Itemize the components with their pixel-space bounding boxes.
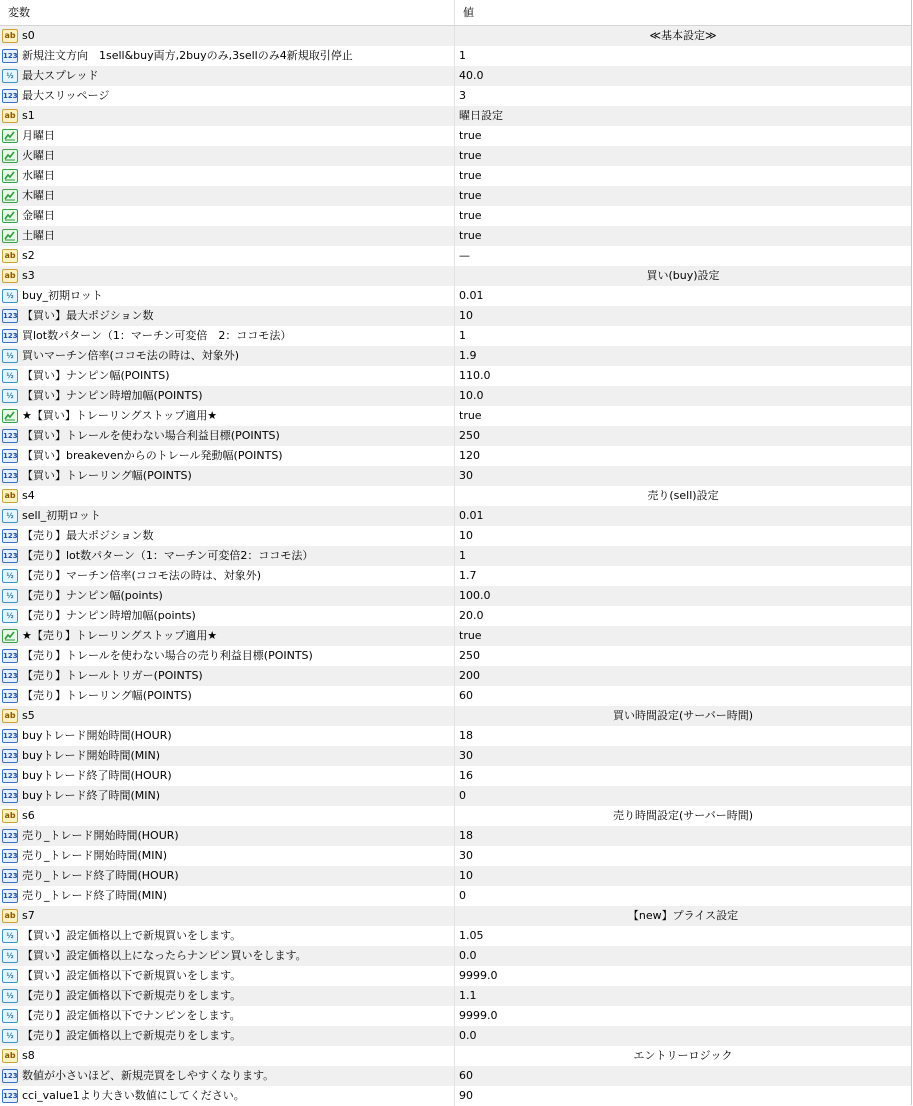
parameter-name-cell xyxy=(0,706,455,726)
parameter-row[interactable] xyxy=(0,626,911,646)
parameter-value[interactable]: 20.0 xyxy=(459,609,484,622)
parameter-name-cell xyxy=(0,286,455,306)
parameter-name-cell xyxy=(0,226,455,246)
parameter-row[interactable] xyxy=(0,206,911,226)
parameter-name: 【買い】トレールを使わない場合利益目標(POINTS) xyxy=(22,429,280,442)
parameter-value[interactable]: 1.05 xyxy=(459,929,484,942)
boolean-type-icon xyxy=(2,129,18,143)
parameter-name-cell xyxy=(0,666,455,686)
boolean-type-icon xyxy=(2,629,18,643)
parameter-name: 【売り】マーチン倍率(ココモ法の時は、対象外) xyxy=(22,569,262,582)
parameter-name: 水曜日 xyxy=(22,169,55,182)
parameter-name: ★【買い】トレーリングストップ適用★ xyxy=(22,409,218,422)
parameter-row[interactable] xyxy=(0,1046,911,1066)
parameter-value[interactable]: true xyxy=(459,169,482,182)
parameter-name-cell xyxy=(0,606,455,626)
parameter-name-cell xyxy=(0,1066,455,1086)
parameter-name: s2 xyxy=(22,249,35,262)
parameter-value[interactable]: true xyxy=(459,149,482,162)
parameter-name-cell xyxy=(0,246,455,266)
parameter-name-cell xyxy=(0,406,455,426)
parameter-name-cell xyxy=(0,906,455,926)
parameter-name: s5 xyxy=(22,709,35,722)
parameter-value[interactable]: 0.01 xyxy=(459,509,484,522)
parameter-row[interactable] xyxy=(0,166,911,186)
parameter-value[interactable]: true xyxy=(459,189,482,202)
parameter-value[interactable]: 100.0 xyxy=(459,589,491,602)
parameter-name-cell xyxy=(0,326,455,346)
parameter-name: buy_初期ロット xyxy=(22,289,103,302)
integer-type-icon: 123 xyxy=(2,789,18,803)
parameter-name: buyトレード終了時間(MIN) xyxy=(22,789,161,802)
parameter-name: 月曜日 xyxy=(22,129,55,142)
parameter-value[interactable]: 3 xyxy=(459,89,466,102)
parameter-name-cell xyxy=(0,486,455,506)
parameter-row[interactable] xyxy=(0,46,911,66)
double-type-icon: ½ xyxy=(2,1009,18,1023)
parameter-name: 買lot数パターン（1：マーチン可変倍 2：ココモ法） xyxy=(22,329,292,342)
parameter-row[interactable] xyxy=(0,506,911,526)
parameter-value[interactable]: 90 xyxy=(459,1089,473,1102)
parameter-row[interactable] xyxy=(0,726,911,746)
parameter-value[interactable]: true xyxy=(459,409,482,422)
parameter-value[interactable]: 買い(buy)設定 xyxy=(646,269,720,282)
parameter-name-cell xyxy=(0,1026,455,1046)
parameter-row[interactable] xyxy=(0,1026,911,1046)
parameter-row[interactable] xyxy=(0,246,911,266)
parameter-row[interactable] xyxy=(0,866,911,886)
integer-type-icon: 123 xyxy=(2,749,18,763)
string-type-icon: ab xyxy=(2,909,18,923)
parameter-rows xyxy=(0,26,911,1106)
integer-type-icon: 123 xyxy=(2,309,18,323)
parameter-value[interactable]: 【new】プライス設定 xyxy=(627,909,739,922)
parameter-name-cell xyxy=(0,966,455,986)
parameter-name-cell xyxy=(0,866,455,886)
parameter-name-cell xyxy=(0,186,455,206)
boolean-type-icon xyxy=(2,229,18,243)
parameter-value[interactable]: 30 xyxy=(459,469,473,482)
parameter-name: 土曜日 xyxy=(22,229,55,242)
parameter-value[interactable]: 10 xyxy=(459,529,473,542)
integer-type-icon: 123 xyxy=(2,469,18,483)
parameter-name: 【買い】ナンピン時増加幅(POINTS) xyxy=(22,389,203,402)
parameter-name-cell xyxy=(0,1046,455,1066)
parameter-name-cell xyxy=(0,86,455,106)
parameter-name: 新規注文方向 1sell&buy両方,2buyのみ,3sellのみ4新規取引停止 xyxy=(22,49,353,62)
parameter-name-cell xyxy=(0,886,455,906)
parameter-value[interactable]: 曜日設定 xyxy=(459,109,503,122)
parameter-row[interactable] xyxy=(0,426,911,446)
double-type-icon: ½ xyxy=(2,509,18,523)
parameter-value[interactable]: — xyxy=(459,249,470,262)
parameter-name: 【売り】ナンピン時増加幅(points) xyxy=(22,609,196,622)
parameter-value[interactable]: 売り(sell)設定 xyxy=(647,489,719,502)
parameter-value[interactable]: 40.0 xyxy=(459,69,484,82)
parameter-row[interactable] xyxy=(0,366,911,386)
double-type-icon: ½ xyxy=(2,949,18,963)
parameter-row[interactable] xyxy=(0,986,911,1006)
parameter-row[interactable] xyxy=(0,286,911,306)
integer-type-icon: 123 xyxy=(2,449,18,463)
parameter-name-cell xyxy=(0,306,455,326)
boolean-type-icon xyxy=(2,169,18,183)
parameter-name: 【売り】トレールトリガー(POINTS) xyxy=(22,669,203,682)
parameter-value[interactable]: ≪基本設定≫ xyxy=(649,29,717,42)
parameter-value[interactable]: 0 xyxy=(459,789,466,802)
parameter-row[interactable] xyxy=(0,546,911,566)
parameter-name: 【買い】最大ポジション数 xyxy=(22,309,154,322)
parameter-value[interactable]: true xyxy=(459,629,482,642)
parameter-name-cell xyxy=(0,586,455,606)
parameter-name-cell xyxy=(0,126,455,146)
parameter-value[interactable]: 1 xyxy=(459,49,466,62)
parameter-name-cell xyxy=(0,826,455,846)
parameter-row[interactable] xyxy=(0,966,911,986)
parameter-row[interactable] xyxy=(0,466,911,486)
parameter-row[interactable] xyxy=(0,266,911,286)
parameter-row[interactable] xyxy=(0,646,911,666)
integer-type-icon: 123 xyxy=(2,549,18,563)
double-type-icon: ½ xyxy=(2,369,18,383)
parameter-name: buyトレード開始時間(MIN) xyxy=(22,749,161,762)
integer-type-icon: 123 xyxy=(2,849,18,863)
integer-type-icon: 123 xyxy=(2,729,18,743)
boolean-type-icon xyxy=(2,189,18,203)
parameter-value[interactable]: 200 xyxy=(459,669,480,682)
parameter-row[interactable] xyxy=(0,26,911,46)
parameter-name-cell xyxy=(0,926,455,946)
parameter-row[interactable] xyxy=(0,1006,911,1026)
parameter-name: 売り_トレード開始時間(MIN) xyxy=(22,849,168,862)
integer-type-icon: 123 xyxy=(2,769,18,783)
parameter-value[interactable]: true xyxy=(459,209,482,222)
parameter-name-cell xyxy=(0,366,455,386)
parameter-value[interactable]: 10 xyxy=(459,309,473,322)
parameter-row[interactable] xyxy=(0,486,911,506)
parameter-row[interactable] xyxy=(0,826,911,846)
parameter-name: 売り_トレード終了時間(MIN) xyxy=(22,889,168,902)
parameter-value[interactable]: 120 xyxy=(459,449,480,462)
parameter-row[interactable] xyxy=(0,946,911,966)
double-type-icon: ½ xyxy=(2,289,18,303)
parameter-value[interactable]: 10 xyxy=(459,869,473,882)
parameter-name: sell_初期ロット xyxy=(22,509,101,522)
parameter-name-cell xyxy=(0,1086,455,1106)
string-type-icon: ab xyxy=(2,809,18,823)
integer-type-icon: 123 xyxy=(2,329,18,343)
integer-type-icon: 123 xyxy=(2,1069,18,1083)
parameter-row[interactable] xyxy=(0,346,911,366)
parameter-value[interactable]: 0.0 xyxy=(459,1029,477,1042)
parameter-row[interactable] xyxy=(0,106,911,126)
double-type-icon: ½ xyxy=(2,969,18,983)
parameter-name: 【売り】トレールを使わない場合の売り利益目標(POINTS) xyxy=(22,649,313,662)
parameter-row[interactable] xyxy=(0,886,911,906)
parameter-name: 最大スプレッド xyxy=(22,69,99,82)
parameter-name: 【売り】ナンピン幅(points) xyxy=(22,589,163,602)
parameter-name: buyトレード終了時間(HOUR) xyxy=(22,769,172,782)
parameter-name-cell xyxy=(0,46,455,66)
parameter-row[interactable] xyxy=(0,806,911,826)
parameter-name: 【売り】設定価格以下でナンピンをします。 xyxy=(22,1009,241,1022)
string-type-icon: ab xyxy=(2,29,18,43)
parameter-row[interactable] xyxy=(0,306,911,326)
parameter-row[interactable] xyxy=(0,226,911,246)
parameter-value[interactable]: 9999.0 xyxy=(459,969,498,982)
parameter-value[interactable]: 250 xyxy=(459,429,480,442)
parameter-name: 火曜日 xyxy=(22,149,55,162)
double-type-icon: ½ xyxy=(2,389,18,403)
boolean-type-icon xyxy=(2,209,18,223)
integer-type-icon: 123 xyxy=(2,669,18,683)
parameter-value[interactable]: 18 xyxy=(459,729,473,742)
parameter-name: 【買い】設定価格以上になったらナンピン買いをします。 xyxy=(22,949,307,962)
parameter-name-cell xyxy=(0,806,455,826)
parameter-name: s8 xyxy=(22,1049,35,1062)
string-type-icon: ab xyxy=(2,709,18,723)
parameter-name-cell xyxy=(0,506,455,526)
integer-type-icon: 123 xyxy=(2,829,18,843)
double-type-icon: ½ xyxy=(2,349,18,363)
parameter-name-cell xyxy=(0,26,455,46)
parameter-value[interactable]: 10.0 xyxy=(459,389,484,402)
double-type-icon: ½ xyxy=(2,69,18,83)
parameter-name: s0 xyxy=(22,29,35,42)
parameter-name: s7 xyxy=(22,909,35,922)
parameter-name-cell xyxy=(0,1006,455,1026)
parameter-name: s1 xyxy=(22,109,35,122)
parameter-row[interactable] xyxy=(0,386,911,406)
parameter-name: 買いマーチン倍率(ココモ法の時は、対象外) xyxy=(22,349,240,362)
integer-type-icon: 123 xyxy=(2,49,18,63)
parameter-name: 売り_トレード開始時間(HOUR) xyxy=(22,829,179,842)
parameter-row[interactable] xyxy=(0,146,911,166)
parameter-name-cell xyxy=(0,766,455,786)
parameter-row[interactable] xyxy=(0,86,911,106)
parameter-name: 売り_トレード終了時間(HOUR) xyxy=(22,869,179,882)
parameter-value[interactable]: 1 xyxy=(459,549,466,562)
parameter-name-cell xyxy=(0,446,455,466)
parameter-value[interactable]: 1.9 xyxy=(459,349,477,362)
parameter-value[interactable]: 0 xyxy=(459,889,466,902)
integer-type-icon: 123 xyxy=(2,529,18,543)
parameter-name: 【買い】設定価格以下で新規買いをします。 xyxy=(22,969,242,982)
string-type-icon: ab xyxy=(2,1049,18,1063)
parameter-name-cell xyxy=(0,106,455,126)
parameter-name: 【売り】設定価格以下で新規売りをします。 xyxy=(22,989,242,1002)
string-type-icon: ab xyxy=(2,109,18,123)
boolean-type-icon xyxy=(2,409,18,423)
parameter-name-cell xyxy=(0,646,455,666)
parameter-value[interactable]: 30 xyxy=(459,849,473,862)
parameter-row[interactable] xyxy=(0,126,911,146)
parameter-value[interactable]: 9999.0 xyxy=(459,1009,498,1022)
integer-type-icon: 123 xyxy=(2,89,18,103)
parameter-row[interactable] xyxy=(0,786,911,806)
parameter-name: 【買い】ナンピン幅(POINTS) xyxy=(22,369,170,382)
parameter-row[interactable] xyxy=(0,186,911,206)
parameter-name: s4 xyxy=(22,489,35,502)
double-type-icon: ½ xyxy=(2,589,18,603)
parameter-name-cell xyxy=(0,66,455,86)
parameter-row[interactable] xyxy=(0,686,911,706)
variable-column-header[interactable]: 変数 xyxy=(0,0,455,25)
string-type-icon: ab xyxy=(2,269,18,283)
double-type-icon: ½ xyxy=(2,929,18,943)
parameter-name-cell xyxy=(0,746,455,766)
parameter-name: 数値が小さいほど、新規売買をしやすくなります。 xyxy=(22,1069,275,1082)
parameter-name-cell xyxy=(0,466,455,486)
parameter-name: 【売り】lot数パターン（1：マーチン可変倍2：ココモ法） xyxy=(22,549,314,562)
double-type-icon: ½ xyxy=(2,989,18,1003)
parameter-value[interactable]: 18 xyxy=(459,829,473,842)
string-type-icon: ab xyxy=(2,489,18,503)
parameter-row[interactable] xyxy=(0,606,911,626)
parameter-row[interactable] xyxy=(0,766,911,786)
value-column-header[interactable]: 値 xyxy=(463,6,474,19)
string-type-icon: ab xyxy=(2,249,18,263)
double-type-icon: ½ xyxy=(2,609,18,623)
parameter-value[interactable]: 1.7 xyxy=(459,569,477,582)
parameter-name: s3 xyxy=(22,269,35,282)
parameter-name-cell xyxy=(0,146,455,166)
parameter-name-cell xyxy=(0,626,455,646)
parameter-value[interactable]: 0.01 xyxy=(459,289,484,302)
parameter-row[interactable] xyxy=(0,706,911,726)
parameter-name: 【買い】設定価格以上で新規買いをします。 xyxy=(22,929,242,942)
parameter-name-cell xyxy=(0,546,455,566)
parameter-value[interactable]: 売り時間設定(サーバー時間) xyxy=(612,809,754,822)
integer-type-icon: 123 xyxy=(2,869,18,883)
integer-type-icon: 123 xyxy=(2,1089,18,1103)
parameter-row[interactable] xyxy=(0,326,911,346)
parameter-value[interactable]: 30 xyxy=(459,749,473,762)
integer-type-icon: 123 xyxy=(2,649,18,663)
parameter-name: 【買い】トレーリング幅(POINTS) xyxy=(22,469,192,482)
parameter-value[interactable]: 110.0 xyxy=(459,369,491,382)
parameter-value[interactable]: エントリーロジック xyxy=(633,1049,733,1062)
double-type-icon: ½ xyxy=(2,569,18,583)
parameter-name-cell xyxy=(0,566,455,586)
parameter-value[interactable]: true xyxy=(459,129,482,142)
parameter-name-cell xyxy=(0,426,455,446)
parameter-name: ★【売り】トレーリングストップ適用★ xyxy=(22,629,218,642)
parameter-name-cell xyxy=(0,526,455,546)
parameter-name: buyトレード開始時間(HOUR) xyxy=(22,729,172,742)
parameter-name-cell xyxy=(0,726,455,746)
parameter-row[interactable] xyxy=(0,906,911,926)
parameter-name-cell xyxy=(0,986,455,1006)
parameter-name-cell xyxy=(0,846,455,866)
parameter-name: 【買い】breakevenからのトレール発動幅(POINTS) xyxy=(22,449,283,462)
double-type-icon: ½ xyxy=(2,1029,18,1043)
parameter-name: cci_value1より大きい数値にしてください。 xyxy=(22,1089,245,1102)
integer-type-icon: 123 xyxy=(2,429,18,443)
parameter-name-cell xyxy=(0,266,455,286)
parameter-row[interactable] xyxy=(0,846,911,866)
parameter-row[interactable] xyxy=(0,746,911,766)
parameter-value[interactable]: true xyxy=(459,229,482,242)
grid-header xyxy=(0,0,911,26)
parameter-row[interactable] xyxy=(0,566,911,586)
parameter-name-cell xyxy=(0,786,455,806)
parameter-name: 【売り】最大ポジション数 xyxy=(22,529,154,542)
parameter-row[interactable] xyxy=(0,926,911,946)
parameter-value[interactable]: 16 xyxy=(459,769,473,782)
parameter-name: 最大スリッページ xyxy=(22,89,110,102)
integer-type-icon: 123 xyxy=(2,889,18,903)
parameter-name: 木曜日 xyxy=(22,189,55,202)
parameter-row[interactable] xyxy=(0,666,911,686)
integer-type-icon: 123 xyxy=(2,689,18,703)
parameter-value[interactable]: 1.1 xyxy=(459,989,477,1002)
parameter-name-cell xyxy=(0,386,455,406)
parameter-name-cell xyxy=(0,166,455,186)
parameter-name-cell xyxy=(0,686,455,706)
boolean-type-icon xyxy=(2,149,18,163)
parameter-value[interactable]: 250 xyxy=(459,649,480,662)
parameter-name-cell xyxy=(0,206,455,226)
parameter-name: 金曜日 xyxy=(22,209,55,222)
parameter-value[interactable]: 60 xyxy=(459,1069,473,1082)
parameter-row[interactable] xyxy=(0,406,911,426)
parameter-value[interactable]: 買い時間設定(サーバー時間) xyxy=(612,709,754,722)
parameter-row[interactable] xyxy=(0,1086,911,1106)
parameter-value[interactable]: 0.0 xyxy=(459,949,477,962)
parameter-row[interactable] xyxy=(0,1066,911,1086)
parameter-row[interactable] xyxy=(0,446,911,466)
parameter-row[interactable] xyxy=(0,526,911,546)
parameter-value[interactable]: 1 xyxy=(459,329,466,342)
parameter-name-cell xyxy=(0,946,455,966)
parameter-name: 【売り】トレーリング幅(POINTS) xyxy=(22,689,192,702)
parameter-name: 【売り】設定価格以上で新規売りをします。 xyxy=(22,1029,242,1042)
parameter-row[interactable] xyxy=(0,66,911,86)
parameter-name: s6 xyxy=(22,809,35,822)
parameter-row[interactable] xyxy=(0,586,911,606)
parameter-value[interactable]: 60 xyxy=(459,689,473,702)
parameter-name-cell xyxy=(0,346,455,366)
